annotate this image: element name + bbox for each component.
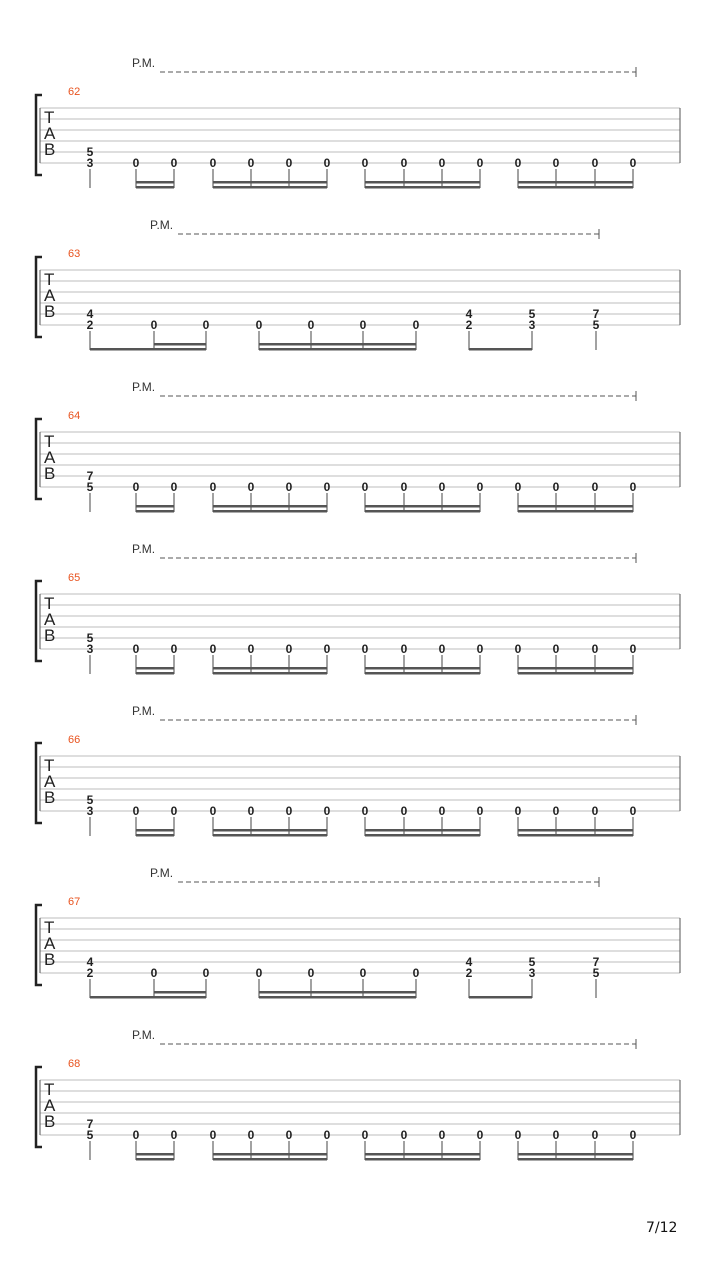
fret-number: 0 <box>285 642 293 656</box>
fret-number: 4 <box>465 307 473 321</box>
fret-number: 0 <box>629 804 637 818</box>
palm-mute-label: P.M. <box>150 218 174 232</box>
fret-number: 0 <box>438 642 446 656</box>
note-beam <box>469 348 532 351</box>
note-beam <box>213 834 327 837</box>
fret-number: 2 <box>86 318 94 332</box>
fret-number: 2 <box>465 318 473 332</box>
fret-number: 0 <box>285 1128 293 1142</box>
fret-number: 4 <box>86 307 94 321</box>
fret-number: 0 <box>170 804 178 818</box>
fret-number: 0 <box>132 480 140 494</box>
note-beam <box>136 510 174 513</box>
fret-number: 0 <box>132 156 140 170</box>
fret-number: 0 <box>359 318 367 332</box>
fret-number: 0 <box>591 642 599 656</box>
note-beam <box>90 348 154 351</box>
tab-clef-letter: B <box>44 626 56 645</box>
note-beam <box>365 667 480 670</box>
fret-number: 3 <box>86 156 94 170</box>
note-beam <box>154 991 206 994</box>
palm-mute-label: P.M. <box>132 56 156 70</box>
fret-number: 0 <box>591 1128 599 1142</box>
fret-number: 0 <box>552 480 560 494</box>
fret-number: 0 <box>150 966 158 980</box>
note-beam <box>518 186 633 189</box>
palm-mute-label: P.M. <box>132 1028 156 1042</box>
fret-number: 0 <box>361 642 369 656</box>
fret-number: 4 <box>465 955 473 969</box>
note-beam <box>154 343 206 346</box>
note-beam <box>365 672 480 675</box>
note-beam <box>259 343 416 346</box>
note-beam <box>136 186 174 189</box>
fret-number: 0 <box>323 642 331 656</box>
tab-clef-letter: T <box>44 594 55 613</box>
fret-number: 0 <box>323 480 331 494</box>
note-beam <box>259 348 416 351</box>
tab-clef-letter: B <box>44 950 56 969</box>
fret-number: 0 <box>359 966 367 980</box>
staff-system <box>36 380 680 513</box>
note-beam <box>136 834 174 837</box>
tab-clef-letter: T <box>44 108 55 127</box>
fret-number: 0 <box>209 480 217 494</box>
fret-number: 0 <box>552 804 560 818</box>
fret-number: 0 <box>400 804 408 818</box>
measure-number: 62 <box>68 86 81 98</box>
fret-number: 0 <box>400 642 408 656</box>
note-beam <box>154 996 206 999</box>
fret-number: 7 <box>592 955 600 969</box>
fret-number: 5 <box>86 145 94 159</box>
fret-number: 5 <box>86 480 94 494</box>
fret-number: 0 <box>170 156 178 170</box>
note-beam <box>518 829 633 832</box>
tab-clef-letter: A <box>44 934 56 953</box>
palm-mute-label: P.M. <box>132 380 156 394</box>
fret-number: 0 <box>552 1128 560 1142</box>
fret-number: 0 <box>209 156 217 170</box>
fret-number: 0 <box>400 1128 408 1142</box>
fret-number: 0 <box>209 642 217 656</box>
fret-number: 0 <box>285 480 293 494</box>
note-beam <box>365 829 480 832</box>
palm-mute-label: P.M. <box>132 704 156 718</box>
note-beam <box>213 672 327 675</box>
note-beam <box>518 834 633 837</box>
fret-number: 0 <box>476 804 484 818</box>
note-beam <box>136 1158 174 1161</box>
palm-mute-label: P.M. <box>150 866 174 880</box>
fret-number: 0 <box>438 1128 446 1142</box>
fret-number: 0 <box>170 642 178 656</box>
measure-number: 66 <box>68 734 81 746</box>
tab-clef-letter: B <box>44 1112 56 1131</box>
note-beam <box>136 1153 174 1156</box>
fret-number: 0 <box>285 804 293 818</box>
fret-number: 0 <box>476 1128 484 1142</box>
note-beam <box>518 181 633 184</box>
fret-number: 5 <box>592 318 600 332</box>
fret-number: 0 <box>247 480 255 494</box>
palm-mute-label: P.M. <box>132 542 156 556</box>
note-beam <box>365 510 480 513</box>
staff-system <box>36 542 680 675</box>
note-beam <box>259 991 416 994</box>
fret-number: 0 <box>255 966 263 980</box>
fret-number: 0 <box>629 642 637 656</box>
fret-number: 0 <box>514 156 522 170</box>
fret-number: 0 <box>150 318 158 332</box>
note-beam <box>365 186 480 189</box>
tab-clef-letter: B <box>44 302 56 321</box>
note-beam <box>213 829 327 832</box>
fret-number: 0 <box>323 804 331 818</box>
fret-number: 0 <box>209 1128 217 1142</box>
fret-number: 0 <box>476 642 484 656</box>
note-beam <box>365 505 480 508</box>
fret-number: 0 <box>247 804 255 818</box>
fret-number: 0 <box>412 966 420 980</box>
fret-number: 0 <box>476 480 484 494</box>
measure-number: 63 <box>68 248 81 260</box>
fret-number: 5 <box>86 1128 94 1142</box>
note-beam <box>365 834 480 837</box>
fret-number: 0 <box>170 480 178 494</box>
fret-number: 3 <box>528 318 536 332</box>
fret-number: 0 <box>285 156 293 170</box>
tab-clef-letter: A <box>44 1096 56 1115</box>
note-beam <box>365 1153 480 1156</box>
tab-clef-letter: A <box>44 448 56 467</box>
tab-clef-letter: T <box>44 918 55 937</box>
note-beam <box>213 510 327 513</box>
fret-number: 5 <box>528 307 536 321</box>
tab-clef-letter: T <box>44 1080 55 1099</box>
fret-number: 0 <box>514 1128 522 1142</box>
staff-system <box>36 56 680 189</box>
note-beam <box>213 667 327 670</box>
fret-number: 5 <box>86 631 94 645</box>
fret-number: 4 <box>86 955 94 969</box>
fret-number: 0 <box>400 480 408 494</box>
fret-number: 0 <box>247 1128 255 1142</box>
tab-clef-letter: T <box>44 432 55 451</box>
fret-number: 0 <box>323 1128 331 1142</box>
note-beam <box>518 510 633 513</box>
fret-number: 0 <box>591 804 599 818</box>
fret-number: 0 <box>514 480 522 494</box>
fret-number: 0 <box>307 966 315 980</box>
fret-number: 0 <box>361 804 369 818</box>
fret-number: 0 <box>255 318 263 332</box>
tab-clef-letter: A <box>44 772 56 791</box>
fret-number: 0 <box>629 156 637 170</box>
note-beam <box>90 996 154 999</box>
fret-number: 0 <box>591 480 599 494</box>
fret-number: 0 <box>361 480 369 494</box>
fret-number: 3 <box>528 966 536 980</box>
fret-number: 0 <box>438 480 446 494</box>
note-beam <box>136 181 174 184</box>
note-beam <box>213 505 327 508</box>
fret-number: 0 <box>132 804 140 818</box>
fret-number: 3 <box>86 642 94 656</box>
staff-system <box>36 1028 680 1161</box>
note-beam <box>136 667 174 670</box>
fret-number: 0 <box>476 156 484 170</box>
note-beam <box>365 1158 480 1161</box>
fret-number: 0 <box>170 1128 178 1142</box>
measure-number: 65 <box>68 572 81 584</box>
measure-number: 64 <box>68 410 81 422</box>
staff-system <box>36 866 680 999</box>
fret-number: 0 <box>307 318 315 332</box>
fret-number: 0 <box>132 1128 140 1142</box>
fret-number: 0 <box>400 156 408 170</box>
staff-system <box>36 218 680 351</box>
measure-number: 68 <box>68 1058 81 1070</box>
fret-number: 0 <box>361 1128 369 1142</box>
note-beam <box>213 181 327 184</box>
note-beam <box>154 348 206 351</box>
note-beam <box>259 996 416 999</box>
fret-number: 0 <box>629 480 637 494</box>
note-beam <box>518 505 633 508</box>
fret-number: 0 <box>552 156 560 170</box>
tab-clef-letter: T <box>44 756 55 775</box>
fret-number: 0 <box>209 804 217 818</box>
fret-number: 7 <box>592 307 600 321</box>
fret-number: 0 <box>438 804 446 818</box>
note-beam <box>213 1153 327 1156</box>
measure-number: 67 <box>68 896 81 908</box>
note-beam <box>518 1153 633 1156</box>
note-beam <box>518 1158 633 1161</box>
tab-clef-letter: A <box>44 286 56 305</box>
note-beam <box>365 181 480 184</box>
fret-number: 2 <box>465 966 473 980</box>
page-number: 7/12 <box>646 1220 678 1236</box>
staff-system <box>36 704 680 837</box>
tab-clef-letter: A <box>44 124 56 143</box>
fret-number: 0 <box>247 156 255 170</box>
fret-number: 0 <box>132 642 140 656</box>
fret-number: 5 <box>592 966 600 980</box>
fret-number: 3 <box>86 804 94 818</box>
fret-number: 0 <box>552 642 560 656</box>
note-beam <box>136 505 174 508</box>
note-beam <box>518 667 633 670</box>
fret-number: 0 <box>202 966 210 980</box>
note-beam <box>136 829 174 832</box>
note-beam <box>469 996 532 999</box>
fret-number: 0 <box>629 1128 637 1142</box>
tab-clef-letter: B <box>44 464 56 483</box>
tab-clef-letter: A <box>44 610 56 629</box>
note-beam <box>213 186 327 189</box>
fret-number: 0 <box>591 156 599 170</box>
fret-number: 0 <box>361 156 369 170</box>
fret-number: 7 <box>86 1117 94 1131</box>
fret-number: 0 <box>323 156 331 170</box>
tab-clef-letter: T <box>44 270 55 289</box>
tab-clef-letter: B <box>44 788 56 807</box>
fret-number: 5 <box>86 793 94 807</box>
fret-number: 2 <box>86 966 94 980</box>
fret-number: 0 <box>202 318 210 332</box>
fret-number: 0 <box>412 318 420 332</box>
tab-clef-letter: B <box>44 140 56 159</box>
note-beam <box>518 672 633 675</box>
fret-number: 0 <box>247 642 255 656</box>
fret-number: 0 <box>438 156 446 170</box>
fret-number: 0 <box>514 804 522 818</box>
note-beam <box>136 672 174 675</box>
fret-number: 5 <box>528 955 536 969</box>
note-beam <box>213 1158 327 1161</box>
fret-number: 7 <box>86 469 94 483</box>
fret-number: 0 <box>514 642 522 656</box>
